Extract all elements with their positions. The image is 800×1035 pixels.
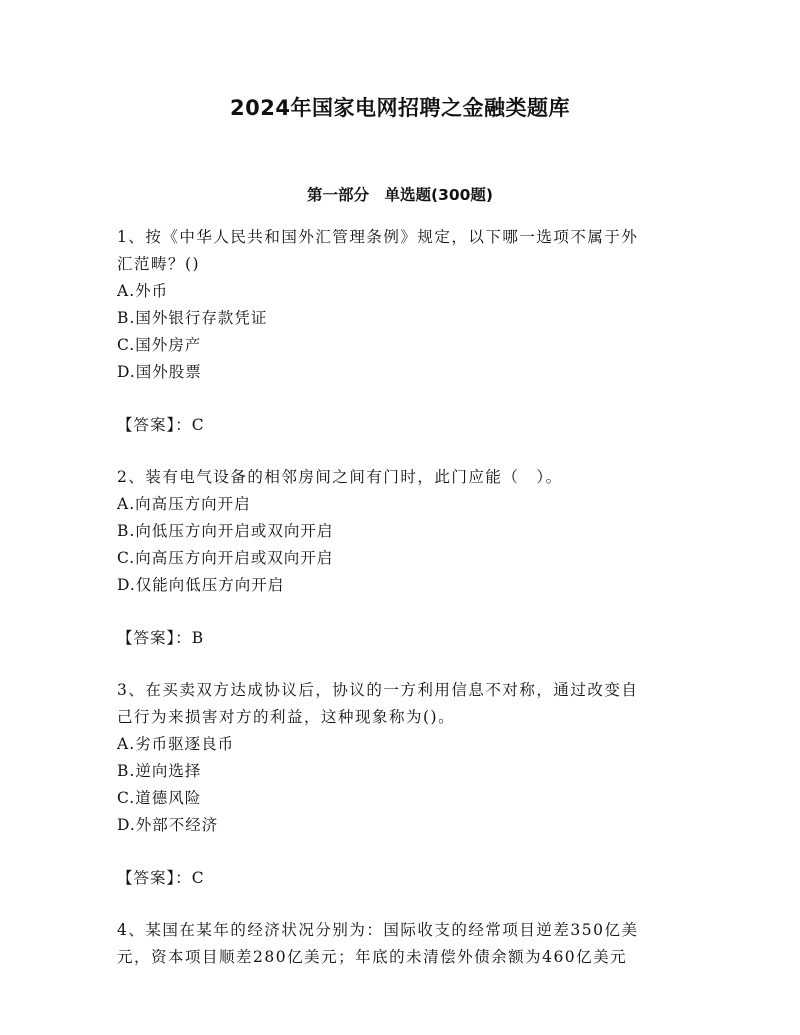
- option-a: A.劣币驱逐良币: [117, 735, 235, 753]
- answer-line: 【答案】：B: [117, 629, 205, 647]
- option-a: A.外币: [117, 282, 169, 300]
- question-4: [117, 917, 687, 971]
- answer-line: 【答案】：C: [117, 416, 205, 434]
- question-stem-line: 2、装有电气设备的相邻房间之间有门时，此门应能（ ）。: [117, 468, 563, 486]
- question-stem-line: 3、在买卖双方达成协议后，协议的一方利用信息不对称，通过改变自: [117, 681, 639, 699]
- option-c: C.国外房产: [117, 336, 202, 354]
- option-d: D.外部不经济: [117, 816, 219, 834]
- option-c: C.向高压方向开启或双向开启: [117, 549, 334, 567]
- option-b: B.向低压方向开启或双向开启: [117, 522, 334, 540]
- question-1: [117, 224, 687, 439]
- option-d: D.国外股票: [117, 363, 202, 381]
- question-stem-line: 4、某国在某年的经济状况分别为：国际收支的经常项目逆差350亿美: [117, 921, 639, 939]
- option-a: A.向高压方向开启: [117, 495, 251, 513]
- document-title: 2024年国家电网招聘之金融类题库: [230, 96, 570, 120]
- question-2: [117, 464, 687, 652]
- option-c: C.道德风险: [117, 789, 202, 807]
- option-b: B.逆向选择: [117, 762, 202, 780]
- option-d: D.仅能向低压方向开启: [117, 576, 285, 594]
- question-stem-line: 汇范畴？(): [117, 255, 201, 273]
- answer-line: 【答案】：C: [117, 869, 205, 887]
- question-3: [117, 677, 687, 892]
- option-b: B.国外银行存款凭证: [117, 309, 268, 327]
- question-list: [117, 224, 687, 971]
- question-stem-line: 己行为来损害对方的利益，这种现象称为()。: [117, 708, 456, 726]
- question-stem-line: 1、按《中华人民共和国外汇管理条例》规定，以下哪一选项不属于外: [117, 228, 639, 246]
- question-stem-line: 元，资本项目顺差280亿美元；年底的未清偿外债余额为460亿美元: [117, 948, 628, 966]
- section-title: 第一部分 单选题(300题): [306, 186, 494, 204]
